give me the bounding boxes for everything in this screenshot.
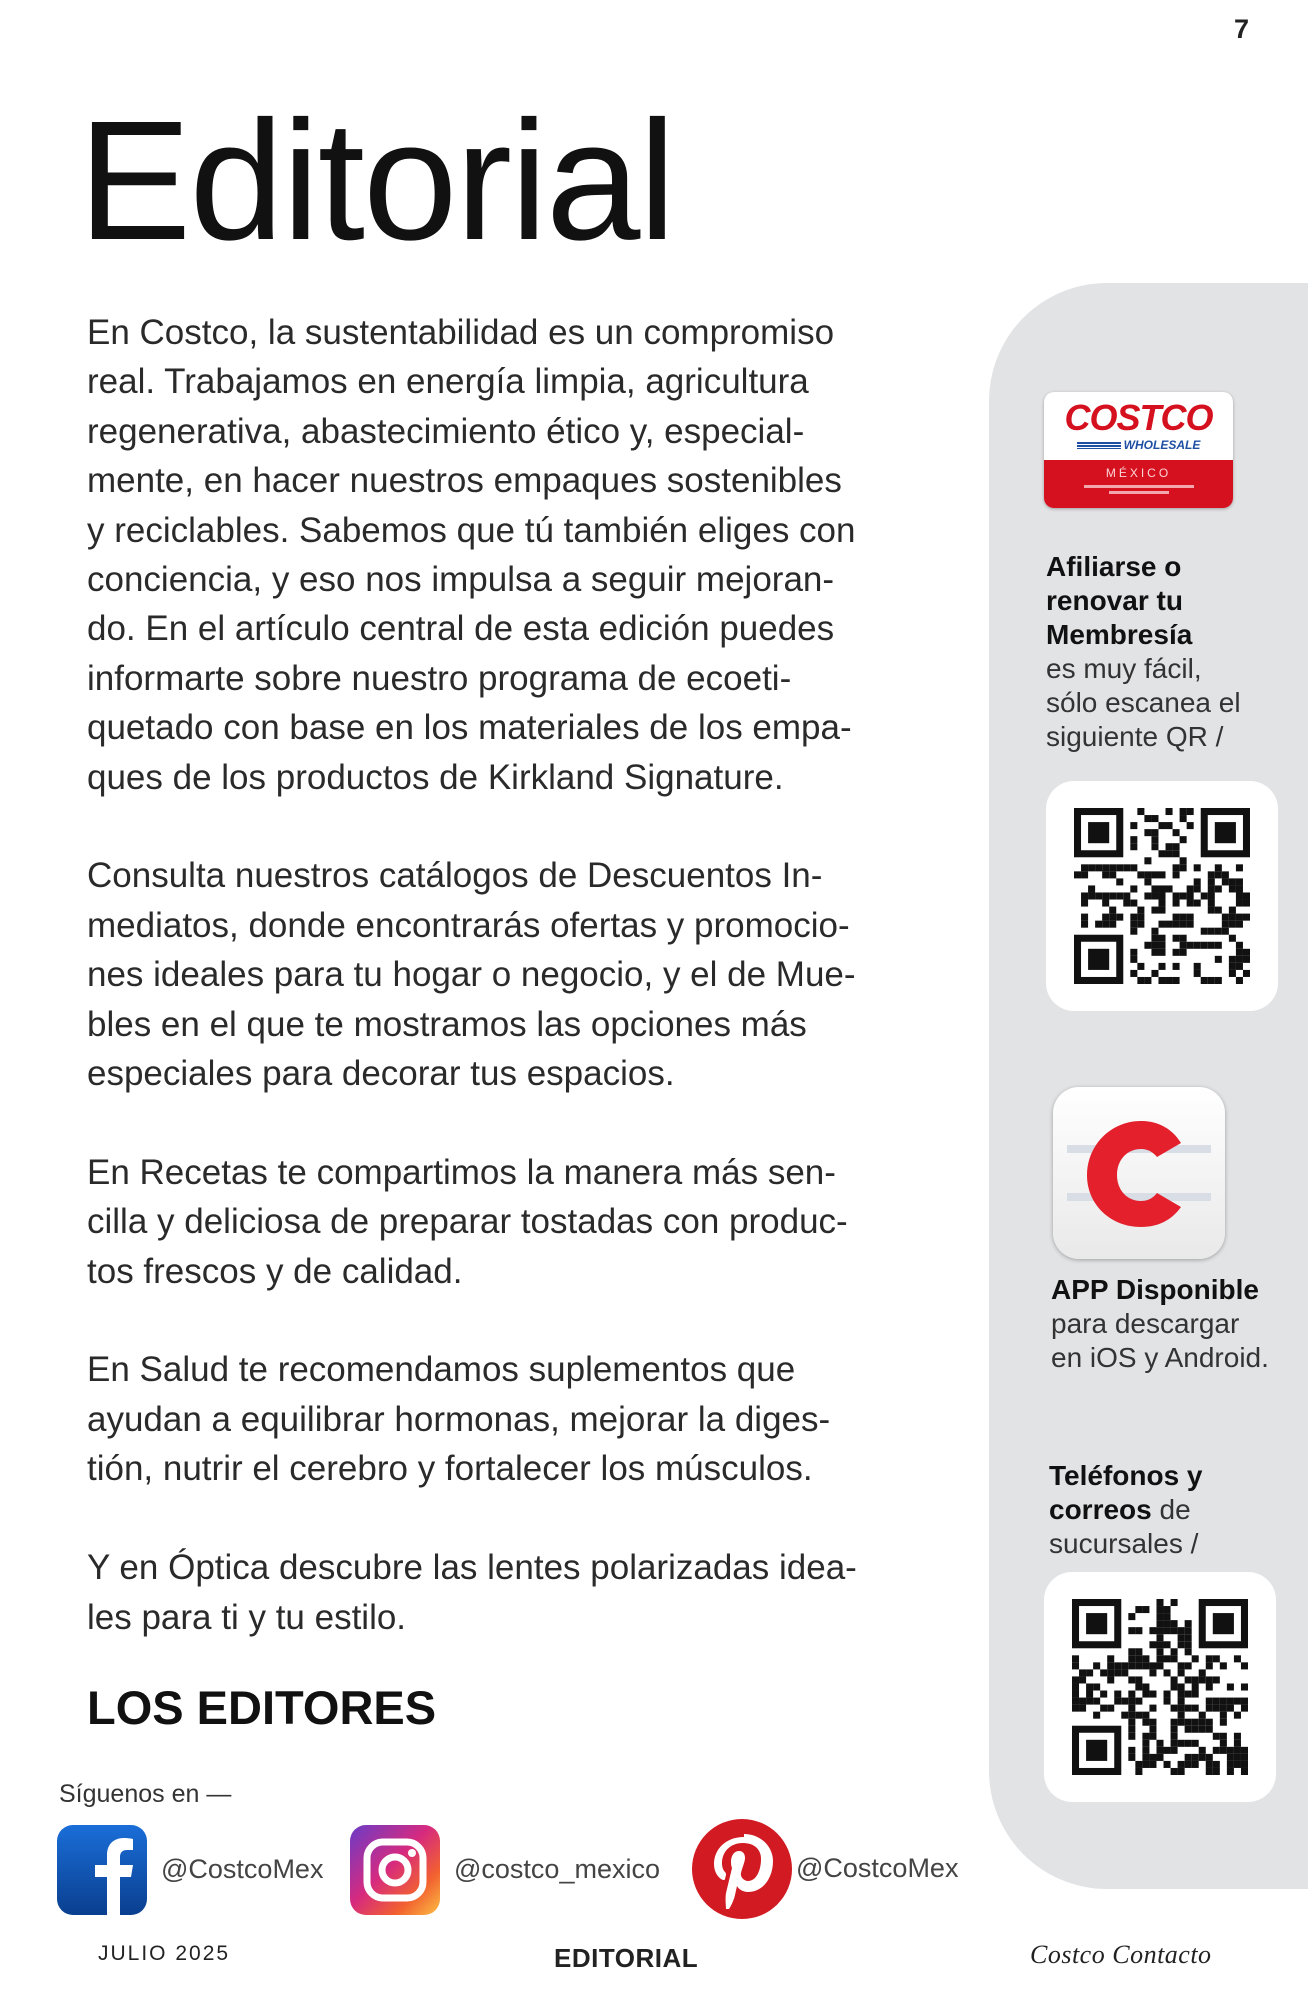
card-sub: WHOLESALE — [1123, 438, 1201, 452]
card-country: MÉXICO — [1105, 466, 1172, 480]
text-line: informarte sobre nuestro programa de ecoeti- — [87, 658, 792, 698]
text-line: do. En el artículo central de esta edición puedes — [87, 609, 835, 649]
pinterest-link[interactable] — [692, 1816, 958, 1921]
text-line: mente, en hacer nuestros empaques sostenibles — [87, 461, 842, 501]
text-line: regenerativa, abastecimiento ético y, especial- — [87, 411, 805, 451]
membership-text: Afiliarse o renovar tu Membresía es muy fácil, sólo escanea el siguiente QR / — [1046, 551, 1241, 752]
follow-label: Síguenos en — — [59, 1780, 232, 1808]
text-line: ayudan a equilibrar hormonas, mejorar la diges- — [87, 1399, 831, 1439]
page-title: Editorial — [78, 86, 675, 276]
footer-magazine: Costco Contacto — [1030, 1940, 1212, 1969]
qr-code-icon — [1074, 808, 1250, 984]
facebook-icon — [57, 1825, 147, 1915]
contact-qr-code[interactable] — [1044, 1572, 1276, 1802]
facebook-handle: @CostcoMex — [161, 1854, 324, 1884]
instagram-icon — [350, 1825, 440, 1915]
footer-section: EDITORIAL — [554, 1943, 699, 1973]
app-text: APP Disponible para descargar en iOS y Android. — [1051, 1274, 1269, 1373]
facebook-link[interactable] — [57, 1822, 323, 1917]
text-line: nes ideales para tu hogar o negocio, y el de Mue- — [87, 955, 856, 995]
footer-date: JULIO 2025 — [98, 1942, 231, 1965]
text-line: En Salud te recomendamos suplementos que — [87, 1350, 796, 1390]
editorial-body — [87, 308, 987, 1642]
costco-app-icon[interactable] — [1053, 1087, 1225, 1259]
instagram-handle: @costco_mexico — [454, 1854, 660, 1884]
text-line: real. Trabajamos en energía limpia, agricultura — [87, 362, 809, 402]
text-line: especiales para decorar tus espacios. — [87, 1054, 675, 1094]
paragraph — [87, 1543, 987, 1642]
text-line: En Costco, la sustentabilidad es un compromiso — [87, 313, 835, 352]
paragraph — [87, 1345, 987, 1493]
pinterest-icon — [692, 1819, 792, 1919]
paragraph — [87, 1148, 987, 1296]
text-line: quetado con base en los materiales de los empa- — [87, 708, 852, 748]
signoff: LOS EDITORES — [87, 1681, 437, 1734]
paragraph — [87, 308, 987, 802]
instagram-link[interactable] — [350, 1822, 660, 1917]
text-line: bles en el que te mostramos las opciones más — [87, 1004, 807, 1044]
card-brand: COSTCO — [1064, 397, 1213, 438]
page-number: 7 — [1234, 14, 1250, 44]
text-line: y reciclables. Sabemos que tú también eliges con — [87, 510, 856, 550]
text-line: mediatos, donde encontrarás ofertas y promocio- — [87, 905, 850, 945]
membership-qr-code[interactable] — [1046, 781, 1278, 1011]
text-line: En Recetas te compartimos la manera más sen- — [87, 1152, 836, 1192]
text-line: conciencia, y eso nos impulsa a seguir mejoran- — [87, 560, 835, 600]
membership-card-image — [1044, 392, 1233, 508]
text-line: cilla y deliciosa de preparar tostadas con produc- — [87, 1202, 848, 1242]
qr-code-icon — [1072, 1599, 1248, 1775]
text-line: tión, nutrir el cerebro y fortalecer los músculos. — [87, 1449, 813, 1489]
text-line: Y en Óptica descubre las lentes polarizadas idea- — [87, 1548, 857, 1588]
text-line: tos frescos y de calidad. — [87, 1251, 463, 1291]
text-line: ques de los productos de Kirkland Signature. — [87, 757, 784, 797]
text-line: Consulta nuestros catálogos de Descuentos In- — [87, 856, 823, 896]
paragraph — [87, 851, 987, 1098]
text-line: les para ti y tu estilo. — [87, 1597, 407, 1637]
pinterest-handle: @CostcoMex — [796, 1853, 959, 1883]
contact-text: Teléfonos y correos de sucursales / — [1049, 1460, 1203, 1559]
